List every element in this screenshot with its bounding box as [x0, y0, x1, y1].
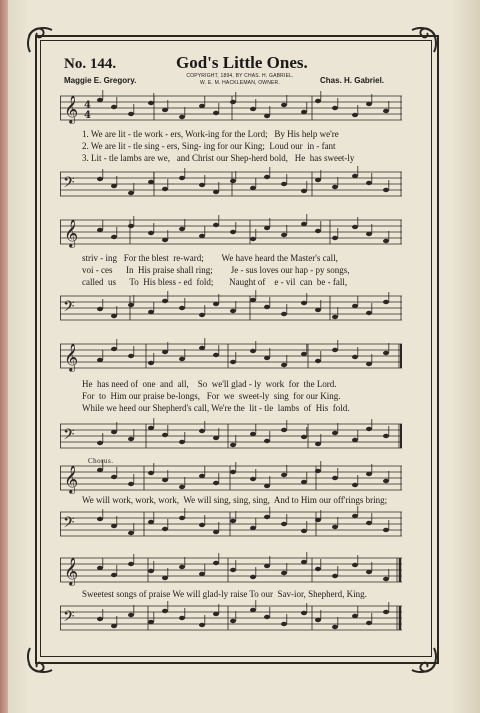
system-1-verse-1: 1. We are lit - tle work - ers, Work-ing for the Lord; By His help we're — [82, 129, 339, 139]
svg-text:𝄞: 𝄞 — [64, 557, 79, 585]
notehead — [128, 482, 134, 486]
notehead — [250, 477, 256, 481]
bass-staff-system-5 — [60, 600, 402, 636]
system-1-verse-2: 2. We are lit - tle sing - ers, Sing- ing for our King; Loud our in - fant — [82, 141, 336, 151]
notehead — [264, 439, 270, 443]
notehead — [179, 565, 185, 569]
notehead — [230, 619, 236, 623]
svg-text:𝄞: 𝄞 — [64, 95, 79, 123]
notehead — [281, 182, 287, 186]
notehead — [366, 472, 372, 476]
notehead — [148, 471, 154, 475]
notehead — [264, 305, 270, 309]
system-2-verse-2: voi - ces In His praise shall ring; Je - sus loves our hap - py songs, — [82, 265, 350, 275]
notehead — [301, 110, 307, 114]
notehead — [213, 223, 219, 227]
notehead — [162, 299, 168, 303]
notehead — [179, 440, 185, 444]
notehead — [383, 109, 389, 113]
notehead — [213, 111, 219, 115]
notehead — [352, 563, 358, 567]
notehead — [250, 349, 256, 353]
notehead — [179, 115, 185, 119]
notehead — [162, 527, 168, 531]
notehead — [213, 612, 219, 616]
notehead — [366, 521, 372, 525]
notehead — [264, 564, 270, 568]
notehead — [179, 227, 185, 231]
corner-ornament-top-right-icon — [406, 24, 440, 58]
notehead — [162, 433, 168, 437]
notehead — [301, 529, 307, 533]
notehead — [111, 573, 117, 577]
notehead — [332, 236, 338, 240]
notehead — [179, 516, 185, 520]
treble-staff-system-4 — [60, 460, 402, 498]
notehead — [315, 442, 321, 446]
notehead — [250, 107, 256, 111]
notehead — [383, 577, 389, 581]
svg-text:𝄞: 𝄞 — [64, 343, 79, 371]
notehead — [281, 428, 287, 432]
notehead — [332, 574, 338, 578]
notehead — [148, 569, 154, 573]
notehead — [332, 525, 338, 529]
notehead — [97, 307, 103, 311]
copyright-notice — [170, 73, 310, 87]
notehead — [162, 350, 168, 354]
notehead — [315, 469, 321, 473]
notehead — [199, 346, 205, 350]
svg-text:𝄢: 𝄢 — [63, 514, 75, 535]
notehead — [301, 189, 307, 193]
notehead — [97, 358, 103, 362]
notehead — [111, 184, 117, 188]
notehead — [148, 426, 154, 430]
notehead — [199, 572, 205, 576]
system-2-verse-1: striv - ing For the blest re-ward; We have heard the Master's call, — [82, 253, 338, 263]
notehead — [315, 359, 321, 363]
chorus-lyric-line-2: Sweetest songs of praise We will glad-ly raise To our Sav-ior, Shepherd, King. — [82, 589, 367, 599]
notehead — [301, 480, 307, 484]
system-2-verse-3: called us To His bless - ed fold; Naught of e - vil can be - fall, — [82, 277, 348, 287]
notehead — [332, 185, 338, 189]
notehead — [281, 233, 287, 237]
page-spine-edge — [0, 0, 8, 713]
notehead — [97, 98, 103, 102]
notehead — [250, 237, 256, 241]
notehead — [213, 481, 219, 485]
notehead — [315, 178, 321, 182]
notehead — [281, 312, 287, 316]
notehead — [162, 187, 168, 191]
notehead — [148, 101, 154, 105]
notehead — [97, 566, 103, 570]
svg-text:𝄞: 𝄞 — [64, 465, 79, 493]
system-3-verse-1: He has need of one and all, So we'll glad - ly work for the Lord. — [82, 379, 337, 389]
notehead — [383, 351, 389, 355]
notehead — [111, 624, 117, 628]
notehead — [128, 354, 134, 358]
notehead — [332, 315, 338, 319]
notehead — [366, 621, 372, 625]
notehead — [332, 106, 338, 110]
notehead — [162, 238, 168, 242]
hymn-number: No. 144. — [64, 56, 117, 72]
notehead — [199, 313, 205, 317]
notehead — [352, 614, 358, 618]
notehead — [250, 608, 256, 612]
notehead — [111, 430, 117, 434]
notehead — [352, 483, 358, 487]
notehead — [301, 611, 307, 615]
notehead — [281, 571, 287, 575]
notehead — [148, 520, 154, 524]
notehead — [230, 443, 236, 447]
notehead — [264, 356, 270, 360]
notehead — [250, 186, 256, 190]
notehead — [148, 361, 154, 365]
notehead — [366, 362, 372, 366]
notehead — [213, 530, 219, 534]
notehead — [383, 434, 389, 438]
notehead — [162, 609, 168, 613]
notehead — [301, 560, 307, 564]
notehead — [332, 625, 338, 629]
notehead — [250, 298, 256, 302]
notehead — [213, 561, 219, 565]
notehead — [199, 429, 205, 433]
corner-ornament-bottom-left-icon — [24, 642, 58, 676]
notehead — [97, 177, 103, 181]
notehead — [301, 435, 307, 439]
notehead — [250, 575, 256, 579]
notehead — [332, 476, 338, 480]
bass-staff-system-1 — [60, 166, 402, 202]
notehead — [383, 300, 389, 304]
notehead — [366, 427, 372, 431]
notehead — [111, 314, 117, 318]
copyright-line-1: COPYRIGHT, 1894, BY CHAS. H. GABRIEL. — [186, 73, 294, 79]
notehead — [230, 519, 236, 523]
system-3-verse-3: While we heed our Shepherd's call, We're the lit - tle lambs of His fold. — [82, 403, 350, 413]
svg-text:4: 4 — [84, 110, 91, 121]
notehead — [128, 112, 134, 116]
notehead — [383, 239, 389, 243]
notehead — [148, 180, 154, 184]
notehead — [162, 576, 168, 580]
notehead — [383, 188, 389, 192]
notehead — [264, 175, 270, 179]
corner-ornament-top-left-icon — [24, 24, 58, 58]
notehead — [213, 436, 219, 440]
notehead — [366, 102, 372, 106]
notehead — [230, 100, 236, 104]
notehead — [230, 360, 236, 364]
notehead — [264, 615, 270, 619]
notehead — [352, 174, 358, 178]
composer-credit: Chas. H. Gabriel. — [320, 76, 385, 85]
svg-text:4: 4 — [84, 100, 91, 111]
notehead — [179, 176, 185, 180]
notehead — [230, 309, 236, 313]
notehead — [281, 622, 287, 626]
notehead — [281, 103, 287, 107]
notehead — [352, 304, 358, 308]
notehead — [281, 473, 287, 477]
notehead — [162, 478, 168, 482]
notehead — [97, 228, 103, 232]
notehead — [128, 531, 134, 535]
svg-text:𝄢: 𝄢 — [63, 608, 75, 629]
notehead — [332, 431, 338, 435]
notehead — [230, 179, 236, 183]
notehead — [383, 479, 389, 483]
notehead — [264, 484, 270, 488]
notehead — [281, 522, 287, 526]
notehead — [162, 108, 168, 112]
notehead — [97, 617, 103, 621]
notehead — [366, 570, 372, 574]
notehead — [366, 181, 372, 185]
notehead — [352, 113, 358, 117]
chorus-label: Chorus. — [88, 457, 114, 465]
bass-staff-system-2 — [60, 290, 402, 326]
notehead — [128, 613, 134, 617]
notehead — [148, 310, 154, 314]
notehead — [128, 224, 134, 228]
notehead — [199, 474, 205, 478]
notehead — [111, 524, 117, 528]
notehead — [148, 231, 154, 235]
notehead — [111, 475, 117, 479]
notehead — [128, 303, 134, 307]
svg-text:𝄢: 𝄢 — [63, 174, 75, 195]
notehead — [179, 306, 185, 310]
notehead — [301, 222, 307, 226]
notehead — [97, 441, 103, 445]
notehead — [111, 235, 117, 239]
copyright-line-2: W. E. M. HACKLEMAN, OWNER. — [200, 80, 280, 86]
notehead — [264, 114, 270, 118]
notehead — [383, 610, 389, 614]
notehead — [230, 470, 236, 474]
notehead — [111, 347, 117, 351]
notehead — [264, 515, 270, 519]
notehead — [213, 353, 219, 357]
treble-staff-system-3 — [60, 336, 402, 376]
notehead — [315, 618, 321, 622]
notehead — [179, 616, 185, 620]
notehead — [301, 352, 307, 356]
system-1-verse-3: 3. Lit - tle lambs are we, and Christ our Shep-herd bold, He has sweet-ly — [82, 153, 355, 163]
notehead — [315, 229, 321, 233]
svg-text:𝄢: 𝄢 — [63, 426, 75, 447]
notehead — [230, 568, 236, 572]
bass-staff-system-3 — [60, 418, 402, 454]
notehead — [352, 355, 358, 359]
bass-staff-system-4 — [60, 506, 402, 542]
treble-staff-system-1 — [60, 88, 402, 128]
notehead — [128, 562, 134, 566]
notehead — [264, 226, 270, 230]
notehead — [315, 518, 321, 522]
notehead — [301, 301, 307, 305]
notehead — [199, 104, 205, 108]
notehead — [97, 468, 103, 472]
notehead — [128, 191, 134, 195]
notehead — [383, 528, 389, 532]
notehead — [352, 225, 358, 229]
notehead — [148, 620, 154, 624]
treble-staff-system-5 — [60, 550, 402, 590]
notehead — [213, 302, 219, 306]
svg-text:𝄞: 𝄞 — [64, 219, 79, 247]
notehead — [250, 526, 256, 530]
chorus-lyric-line-1: We will work, work, work, We will sing, sing, sing, And to Him our off'rings bring; — [82, 495, 388, 505]
notehead — [332, 348, 338, 352]
notehead — [199, 234, 205, 238]
notehead — [111, 105, 117, 109]
notehead — [352, 438, 358, 442]
notehead — [315, 567, 321, 571]
notehead — [213, 190, 219, 194]
notehead — [199, 523, 205, 527]
notehead — [128, 437, 134, 441]
notehead — [315, 308, 321, 312]
notehead — [250, 432, 256, 436]
notehead — [199, 623, 205, 627]
notehead — [230, 230, 236, 234]
notehead — [281, 363, 287, 367]
treble-staff-system-2 — [60, 212, 402, 252]
notehead — [179, 485, 185, 489]
hymn-title: God's Little Ones. — [176, 53, 308, 72]
notehead — [97, 517, 103, 521]
lyricist-credit: Maggie E. Gregory. — [64, 76, 137, 85]
notehead — [199, 183, 205, 187]
notehead — [352, 514, 358, 518]
system-3-verse-2: For to Him our praise be-longs, For we sweet-ly sing for our King. — [82, 391, 341, 401]
notehead — [179, 357, 185, 361]
notehead — [315, 99, 321, 103]
corner-ornament-bottom-right-icon — [406, 642, 440, 676]
svg-text:𝄢: 𝄢 — [63, 298, 75, 319]
notehead — [366, 232, 372, 236]
notehead — [366, 311, 372, 315]
